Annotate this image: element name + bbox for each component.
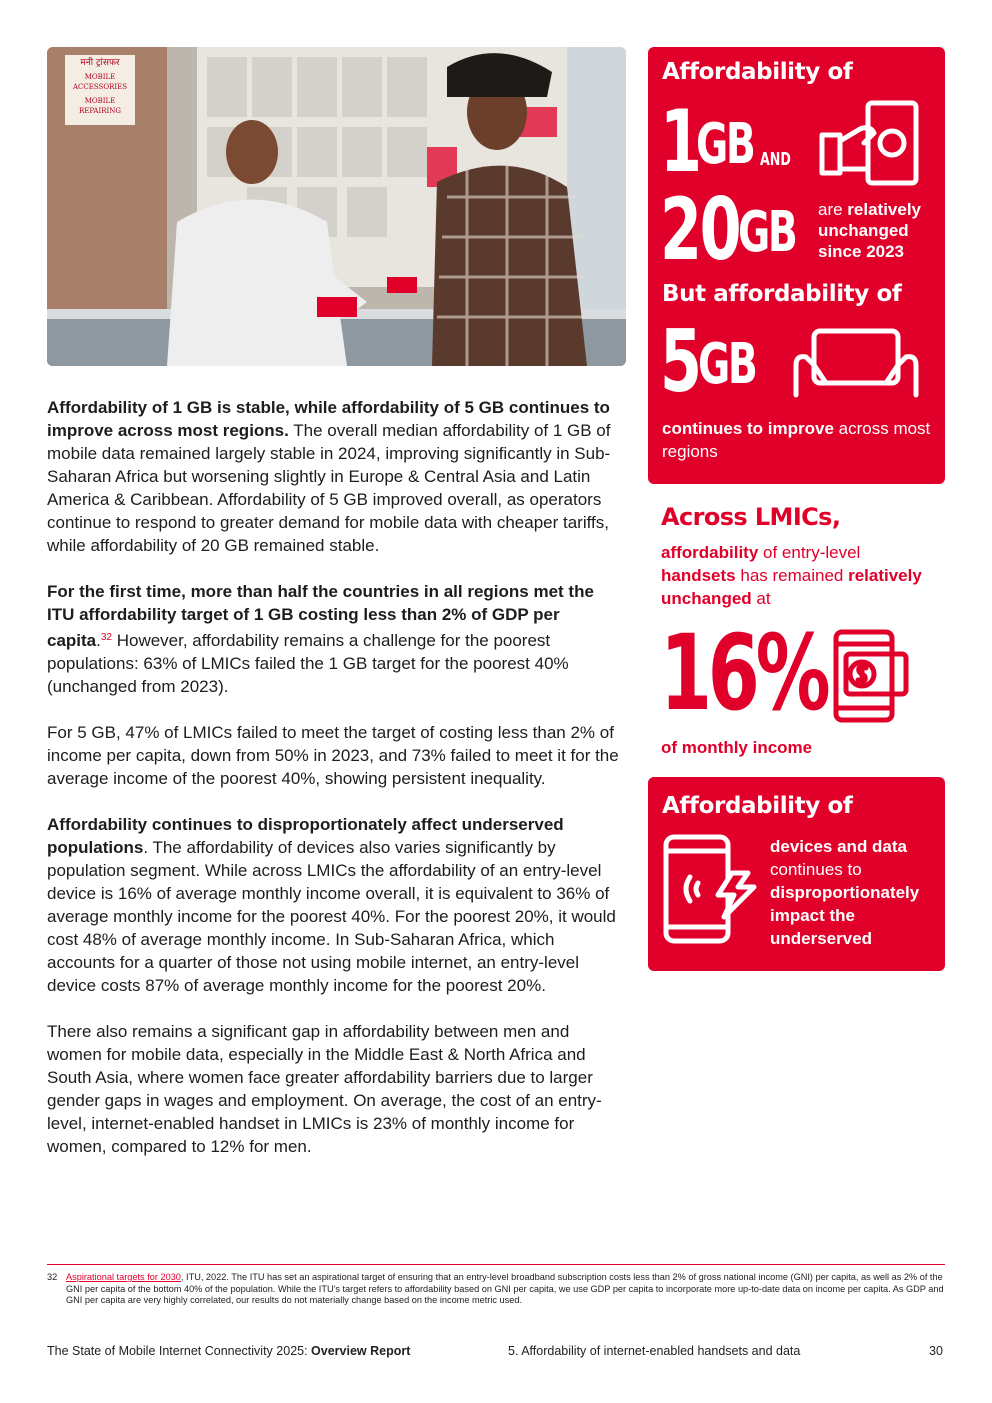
lmic-t3: handsets [661, 566, 736, 585]
lmic-t6: at [751, 589, 771, 608]
p2-lead: For the first time, more than half the countries in all regions met the ITU affordability target of 1 GB costing less than 2% of GDP per capita [47, 582, 594, 650]
stat-20-unit: GB [738, 200, 796, 265]
footnote-ref[interactable]: 32 [100, 632, 112, 643]
monthly-income-label: of monthly income [661, 738, 813, 757]
hand-cash-icon [818, 99, 922, 187]
paragraph-5 [47, 1020, 622, 1158]
improve-bold: continues to improve [662, 419, 834, 438]
p3-text: For 5 GB, 47% of LMICs failed to meet the target of costing less than 2% of income per capita, down from 50% in 2023, and 73% failed to meet it for the average income of the poorest 40%, showing persistent inequality. [47, 723, 619, 788]
affordability-card [648, 47, 945, 484]
lmic-t4: has remained [735, 566, 849, 585]
sign-line-3: MOBILE [84, 97, 116, 105]
hand-phone-icon [790, 325, 922, 403]
sign-line-2: ACCESSORIES [72, 83, 128, 91]
sign-line-4: REPAIRING [78, 107, 122, 115]
p4-lead: Affordability continues to disproportionately affect underserved populations [47, 815, 564, 857]
footer-report-title [47, 1344, 410, 1358]
stat-5-unit: GB [698, 332, 756, 397]
stat-20: 20 [660, 180, 740, 280]
card1-improve-text [662, 417, 937, 463]
card2-b1: devices and data [770, 837, 908, 856]
footnote [47, 1272, 945, 1307]
p5-text: There also remains a significant gap in affordability between men and women for mobile data, especially in the Middle East & North Africa and South Asia, where women face greater affordability barriers due to larger gender gaps in wages and employment. On average, the cost of an entry-level, internet-enabled handset in LMICs is 23% of monthly income for women, compared to 12% for men. [47, 1022, 602, 1156]
lmic-t5: relatively unchanged [661, 566, 922, 608]
underserved-card [648, 777, 945, 971]
footnote-text [66, 1272, 945, 1307]
p2-dot: . [96, 631, 101, 650]
improve-text: across most regions [662, 419, 931, 461]
sign-text-hindi: मनी ट्रांसफर [80, 58, 120, 68]
stat-1-unit: GB [696, 112, 754, 177]
stat-5: 5 [660, 312, 700, 412]
footnote-link[interactable]: Aspirational targets for 2030 [66, 1272, 181, 1282]
footnote-body: , ITU, 2022. The ITU has set an aspirational target of ensuring that an entry-level broadband subscription costs less than 2% of gross national income (GNI) per capita, as well as 2% of the GNI per capita of the bottom 40% of the population. While the ITU's target refers to affordability based on GNI per capita, we use GDP per capita to incorporate more up-to-date data on income per capita. As GDP and GNI per capita are very highly correlated, our results do not materially change based on the income metric used. [66, 1272, 944, 1306]
card1-heading-2: But affordability of [662, 281, 902, 307]
paragraph-3 [47, 721, 622, 790]
footnote-divider [47, 1264, 945, 1265]
and-label: AND [760, 149, 791, 170]
stable-bold: relatively unchanged since 2023 [818, 200, 922, 261]
stable-pre: are [818, 200, 848, 219]
paragraph-1 [47, 396, 622, 557]
lmic-title: Across LMICs, [661, 503, 841, 531]
footer-report: The State of Mobile Internet Connectivity 2025: [47, 1344, 312, 1358]
card1-heading: Affordability of [662, 59, 853, 85]
phone-wireless-bolt-icon [662, 833, 766, 945]
card2-heading: Affordability of [662, 793, 853, 819]
footer-report-bold: Overview Report [311, 1344, 411, 1358]
footnote-number: 32 [47, 1272, 58, 1282]
p1-lead: Affordability of 1 GB is stable, while affordability of 5 GB continues to improve across most regions. [47, 398, 610, 440]
card2-t1: continues to [770, 860, 862, 879]
paragraph-2 [47, 580, 622, 698]
stat-16-percent: 16% [660, 612, 827, 734]
card2-b2: disproportionately impact the underserved [770, 883, 920, 948]
card2-text [770, 835, 940, 950]
page-number: 30 [929, 1344, 943, 1358]
hero-photo [47, 47, 626, 366]
body-text [47, 396, 622, 1181]
card1-stable-text [818, 199, 943, 262]
stat-1: 1 [660, 92, 700, 192]
lmic-text [661, 541, 931, 610]
paragraph-4 [47, 813, 622, 997]
lmic-t2: of entry-level [758, 543, 861, 562]
footer-section: 5. Affordability of internet-enabled handsets and data [508, 1344, 801, 1358]
p2-text: However, affordability remains a challenge for the poorest populations: 63% of LMICs failed the 1 GB target for the poorest 40% (unchanged from 2023). [47, 631, 569, 696]
lmic-t1: affordability [661, 543, 759, 562]
phone-money-icon [832, 628, 910, 724]
sign-line-1: MOBILE [84, 73, 116, 81]
p1-text: The overall median affordability of 1 GB of mobile data remained largely stable in 2024, improving significantly in Sub-Saharan Africa but worsening slightly in Europe & Central Asia and Latin America & Caribbean. Affordability of 5 GB improved overall, as operators continue to respond to greater demand for mobile data with cheaper tariffs, while affordability of 20 GB remained stable. [47, 421, 611, 555]
p4-text: . The affordability of devices also varies significantly by population segment. While across LMICs the affordability of an entry-level device is 16% of average monthly income overall, it is equivalent to 36% of average monthly income for the poorest 40%. For the poorest 20%, it would cost 48% of average monthly income. In Sub-Saharan Africa, which accounts for a quarter of those not using mobile internet, an entry-level device costs 87% of average monthly income for the poorest 20%. [47, 838, 616, 995]
